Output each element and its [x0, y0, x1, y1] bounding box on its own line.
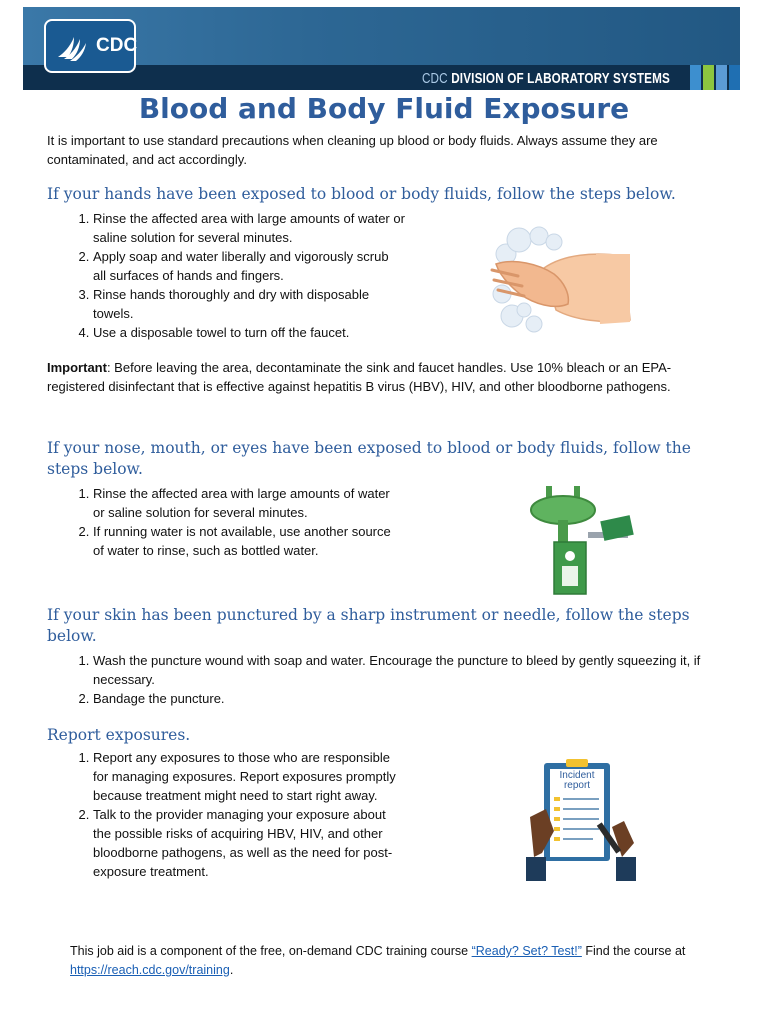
incident-report-clipboard-illustration	[520, 757, 645, 881]
report-heading: Report exposures.	[47, 726, 191, 744]
important-text: : Before leaving the area, decontaminate the sink and faucet handles. Use 10% bleach or an EPA-registered disinfectant that is effective against hepatitis B virus (HBV), HIV, and other bloodborne pathogens.	[47, 360, 672, 394]
training-url-link[interactable]: https://reach.cdc.gov/training	[70, 963, 230, 977]
clipboard-line-2: report	[563, 780, 591, 791]
division-prefix: CDC	[421, 70, 448, 87]
course-link[interactable]: “Ready? Set? Test!”	[471, 944, 582, 958]
important-label: Important	[47, 360, 107, 375]
cdc-logo[interactable]	[44, 19, 136, 73]
puncture-heading: If your skin has been punctured by a sharp instrument or needle, follow the steps below.	[47, 606, 690, 645]
division-title	[422, 70, 670, 87]
list-item: 2. Bandage the puncture.	[93, 689, 703, 708]
list-item: 2. Talk to the provider managing your exposure about the possible risks of acquiring HBV, HIV, and other bloodborne pathogens, as well as the need for post-exposure treatment.	[93, 805, 405, 881]
accent-bar	[690, 65, 701, 90]
page-title: Blood and Body Fluid Exposure	[138, 92, 630, 125]
face-heading: If your nose, mouth, or eyes have been exposed to blood or body fluids, follow the steps below.	[47, 439, 691, 478]
footer-text-after: .	[229, 963, 234, 977]
intro-paragraph: It is important to use standard precautions when cleaning up blood or body fluids. Always assume they are contaminated, and act accordingly.	[47, 133, 658, 167]
division-name: DIVISION OF LABORATORY SYSTEMS	[451, 70, 670, 87]
clipboard-line-1: Incident	[559, 770, 595, 781]
accent-bars	[688, 65, 740, 90]
logo-text: CDC	[96, 35, 138, 56]
hhs-eagle-icon	[52, 27, 92, 67]
list-item: 1. Report any exposures to those who are responsible for managing exposures. Report exposures promptly because treatment might need to start right away.	[93, 748, 405, 805]
list-item: 3. Rinse hands thoroughly and dry with disposable towels.	[93, 285, 405, 323]
list-item: 1. Wash the puncture wound with soap and water. Encourage the puncture to bleed by gently squeezing it, if necessary.	[93, 651, 703, 689]
face-steps	[60, 484, 393, 560]
hands-steps	[60, 209, 405, 342]
footer-text-middle: Find the course at	[581, 944, 686, 958]
footer-note	[70, 942, 710, 980]
important-note	[47, 358, 727, 396]
list-item: 4. Use a disposable towel to turn off the faucet.	[93, 323, 405, 342]
list-item: 1. Rinse the affected area with large amounts of water or saline solution for several minutes.	[93, 209, 405, 247]
eyewash-station-illustration	[526, 480, 638, 598]
accent-bar	[703, 65, 714, 90]
footer-text-before: This job aid is a component of the free, on-demand CDC training course	[70, 944, 472, 958]
handwashing-illustration	[484, 224, 634, 334]
list-item: 2. Apply soap and water liberally and vigorously scrub all surfaces of hands and fingers.	[93, 247, 405, 285]
list-item: 1. Rinse the affected area with large amounts of water or saline solution for several minutes.	[93, 484, 393, 522]
accent-bar	[716, 65, 727, 90]
list-item: 2. If running water is not available, use another source of water to rinse, such as bottled water.	[93, 522, 393, 560]
hands-heading: If your hands have been exposed to blood or body fluids, follow the steps below.	[47, 185, 676, 203]
report-steps	[60, 748, 405, 881]
accent-bar	[729, 65, 740, 90]
header-banner	[23, 7, 740, 90]
puncture-steps	[60, 651, 703, 708]
